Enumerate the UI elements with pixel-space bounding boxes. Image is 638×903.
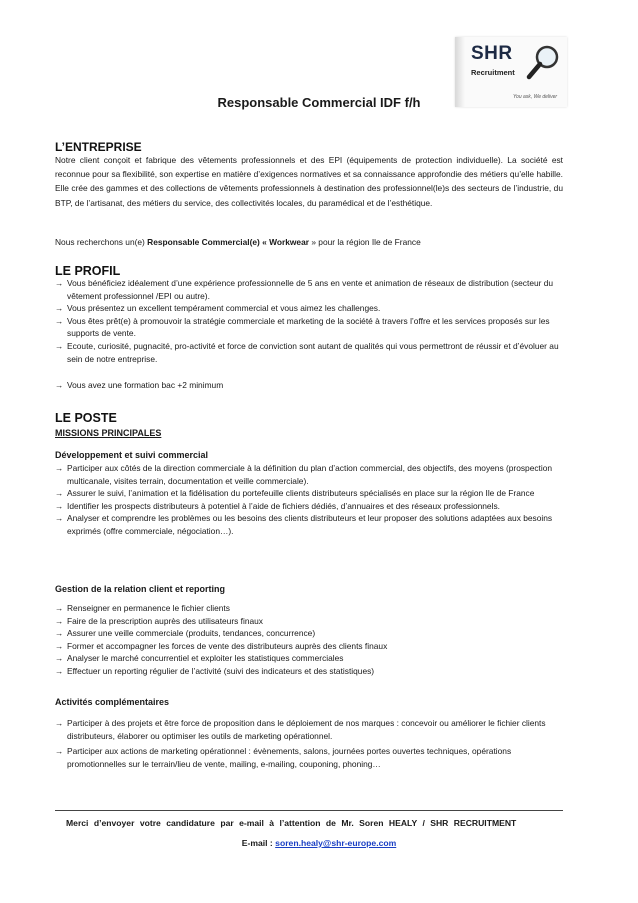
magnifier-icon [525,43,565,93]
email-link[interactable]: soren.healy@shr-europe.com [275,838,397,848]
page-title: Responsable Commercial IDF f/h [217,95,421,110]
gestion-list [55,602,565,678]
section-poste-heading: LE POSTE [55,411,117,425]
list-item: → Participer à des projets et être force de proposition dans le déploiement de nos marques : concevoir ou améliorer le fichier clients distributeurs, élaborer ou optimiser les outils de marketing opérationnel. [55,718,546,741]
section-profil-heading: LE PROFIL [55,264,121,278]
entreprise-text: Notre client conçoit et fabrique des vêtements professionnels et des EPI (équipements de protection individuelle). La société est reconnue pour sa flexibilité, son expertise en matière d’exigences normatives et sa connaissance approfondie des métiers qu’elle habille. Elle crée des gammes et des collections de vêtements professionnels à destination des professionnel(le)s des secteurs de l’industrie, du BTP, de l’artisanat, des métiers du service, des collectivités locales, du paramédical et de l’esthétique. [55,155,563,208]
list-item: → Participer aux côtés de la direction commerciale à la définition du plan d’action commercial, des objectifs, des moyens (prospection multicanale, visites terrain, documentation et veille commerciale). [55,463,553,486]
footer-instructions: Merci d’envoyer votre candidature par e-mail à l’attention de Mr. Soren HEALY / SHR RECRUITMENT [66,818,517,828]
list-item: → Former et accompagner les forces de vente des distributeurs auprès des clients finaux [55,640,388,651]
logo-sub: Recruitment [471,68,515,77]
list-item: → Assurer une veille commerciale (produits, tendances, concurrence) [55,628,316,639]
missions-heading: MISSIONS PRINCIPALES [55,428,162,438]
list-item: → Vous présentez un excellent tempérament commercial et vous aimez les challenges. [55,303,381,314]
list-item: → Vous bénéficiez idéalement d’une expérience professionnelle de 5 ans en vente et animation de réseaux de distribution (secteur du vêtement professionnel /EPI ou autre). [55,278,554,301]
list-item: → Identifier les prospects distributeurs à potentiel à l’aide de fichiers dédiés, d’annuaires et des réseaux professionnels. [55,500,500,511]
list-item: → Ecoute, curiosité, pugnacité, pro-activité et force de conviction sont autant de qualités qui vous permettront de réussir et d’évoluer au sein de notre entreprise. [55,340,559,364]
list-item: → Assurer le suivi, l’animation et la fidélisation du portefeuille clients distributeurs spécialisés en place sur la région Ile de France [55,488,535,499]
logo-tagline: You ask, We deliver [513,94,558,100]
list-item: → Analyser et comprendre les problèmes ou les besoins des clients distributeurs et leur proposer des solutions adaptées aux besoins exprimés (offre commerciale, négociation…). [55,513,553,536]
footer-divider [55,810,563,811]
profil-extra [55,379,565,392]
dev-list [55,462,565,538]
section-entreprise-heading: L’ENTREPRISE [55,140,142,154]
list-item: → Vous avez une formation bac +2 minimum [55,380,224,390]
list-item: → Participer aux actions de marketing opérationnel : évènements, salons, journées portes ouvertes techniques, opérations promotionnelles sur le terrain/lieu de vente, mailing, e-mailing, couponing, phoning… [55,746,512,769]
list-item: → Vous êtes prêt(e) à promouvoir la stratégie commerciale et marketing de la société à travers l’offre et les services proposés sur les supports de vente. [55,315,550,339]
list-item: → Analyser le marché concurrentiel et exploiter les statistiques commerciales [55,653,344,664]
list-item: → Faire de la prescription auprès des utilisateurs finaux [55,615,263,626]
list-item: → Renseigner en permanence le fichier clients [55,603,230,613]
activites-heading: Activités complémentaires [55,697,170,707]
logo-brand: SHR [471,43,513,64]
profil-list [55,277,565,365]
list-item: → Effectuer un reporting régulier de l’activité (suivi des indicateurs et des statistiques) [55,665,375,676]
search-line: Nous recherchons un(e) Responsable Commercial(e) « Workwear » pour la région Ile de France [55,237,421,247]
activites-list [55,717,565,770]
dev-heading: Développement et suivi commercial [55,450,209,460]
email-label: E-mail : [241,838,276,848]
gestion-heading: Gestion de la relation client et reporting [55,584,226,594]
footer-email-line [0,838,638,848]
